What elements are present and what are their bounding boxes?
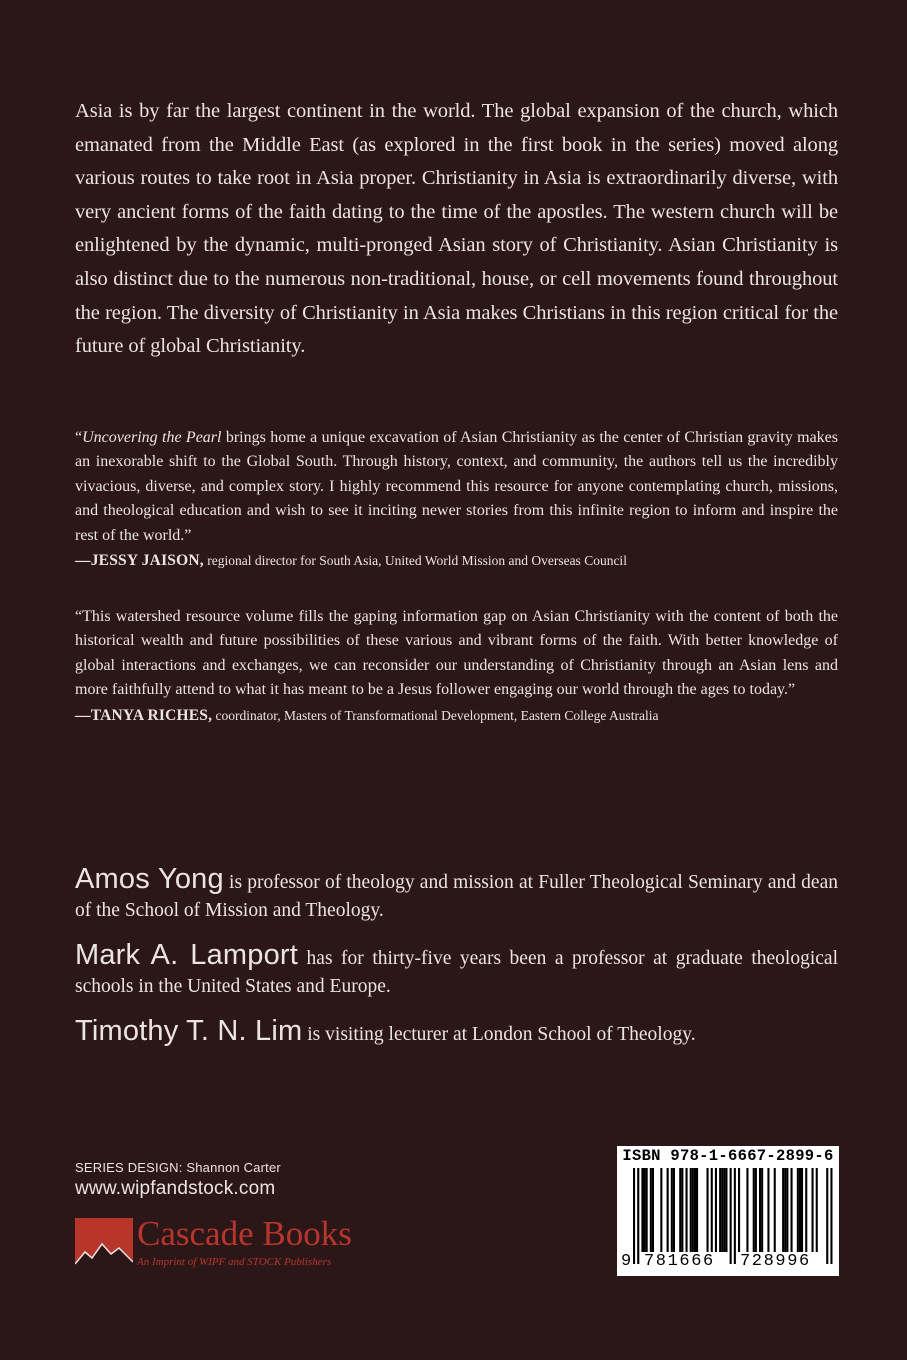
author-name: Timothy T. N. Lim	[75, 1015, 303, 1047]
barcode-bar	[723, 1168, 725, 1252]
endorser-name: —JESSY JAISON,	[75, 552, 204, 570]
barcode-bar	[784, 1168, 786, 1252]
barcode-bar	[721, 1168, 723, 1252]
barcode-bar	[730, 1168, 732, 1264]
barcode-bar	[715, 1168, 717, 1252]
barcode-bar	[826, 1168, 828, 1264]
author-name: Amos Yong	[75, 863, 224, 895]
barcode-bar	[759, 1168, 761, 1252]
isbn-label: ISBN 978-1-6667-2899-6	[622, 1147, 834, 1165]
barcode-bar	[650, 1168, 652, 1252]
barcode-bar	[738, 1168, 740, 1252]
barcode-bar	[812, 1168, 814, 1252]
endorser-name: —TANYA RICHES,	[75, 706, 213, 724]
author-bio-text: has for thirty-five years been a professor at graduate theological schools in the United States and Europe.	[75, 948, 838, 997]
barcode-bar	[719, 1168, 721, 1252]
barcode-bar	[774, 1168, 776, 1252]
isbn-barcode	[617, 1146, 839, 1276]
barcode-bar	[761, 1168, 763, 1252]
author-bio-text: is professor of theology and mission at Fuller Theological Seminary and dean of the School of Mission and Theology.	[75, 872, 838, 921]
barcode-bar	[679, 1168, 681, 1252]
barcode-bar	[830, 1168, 832, 1264]
endorsement-open-quote: “	[75, 429, 83, 446]
barcode-bar	[637, 1168, 639, 1264]
barcode-bar	[690, 1168, 692, 1252]
barcode-bar	[694, 1168, 696, 1252]
author-bio-text: is visiting lecturer at London School of Theology.	[302, 1024, 696, 1045]
barcode-digit-group-left: 781666	[644, 1252, 715, 1271]
barcode-bar	[799, 1168, 801, 1252]
barcode-bar	[753, 1168, 755, 1252]
endorsement-attribution	[75, 704, 838, 728]
back-cover-blurb: Asia is by far the largest continent in the world. The global expansion of the church, which emanated from the Middle East (as explored in the first book in the series) moved along various routes to take root in Asia proper. Christianity in Asia is extraordinarily diverse, with very ancient forms of the faith dating to the time of the apostles. The western church will be enlightened by the dynamic, multi-pronged Asian story of Christianity. Asian Christianity is also distinct due to the numerous non-traditional, house, or cell movements found throughout the region. The diversity of Christianity in Asia makes Christians in this region critical for the future of global Christianity.	[75, 100, 838, 358]
endorsement-2	[75, 605, 838, 728]
barcode-bar	[671, 1168, 673, 1252]
endorsement-text: brings home a unique excavation of Asian Christianity as the center of Christian gravity makes an inexorable shift to the Global South. Through history, context, and community, the authors tell us the incredibly vivacious, diverse, and complex story. I highly recommend this resource for anyone contemplating church, missions, and theological education and wish to see it inciting newer stories from this infinite region to inform and inspire the rest of the world.”	[75, 429, 839, 544]
barcode-bar	[767, 1168, 769, 1252]
barcode-digit-lead: 9	[621, 1252, 632, 1271]
publisher-imprint: An Imprint of WIPF and STOCK Publishers	[137, 1256, 332, 1268]
author-bios	[75, 865, 838, 1065]
barcode-bar	[681, 1168, 683, 1252]
barcode-bar	[673, 1168, 675, 1252]
barcode-bar	[696, 1168, 698, 1252]
barcode-bar	[791, 1168, 793, 1252]
credits	[75, 1160, 281, 1200]
barcode-bar	[755, 1168, 757, 1252]
mountain-logo-icon	[75, 1218, 133, 1274]
barcode-bar	[746, 1168, 748, 1252]
barcode-bar	[797, 1168, 799, 1252]
endorser-role: regional director for South Asia, United World Mission and Overseas Council	[203, 553, 627, 569]
publisher-name: Cascade Books	[137, 1214, 352, 1253]
barcode-bar	[805, 1168, 807, 1252]
publisher-logo	[75, 1214, 405, 1278]
barcode-bar	[660, 1168, 662, 1252]
barcode-bar	[692, 1168, 694, 1252]
endorsement-book-title: Uncovering the Pearl	[82, 429, 222, 446]
barcode-bar	[686, 1168, 688, 1252]
endorsement-text: “This watershed resource volume fills the gaping information gap on Asian Christianity with the content of both the historical wealth and future possibilities of these various and vibrant forms of the faith. With better knowledge of global interactions and exchanges, we can reconsider our understanding of Christianity through an Asian lens and more faithfully attend to what it has meant to be a Jesus follower engaging our world through the ages to today.”	[75, 608, 838, 699]
barcode-bar	[633, 1168, 635, 1264]
barcode-bar	[641, 1168, 643, 1252]
barcode-bar	[734, 1168, 736, 1264]
barcode-bar	[711, 1168, 713, 1252]
barcode-bar	[801, 1168, 803, 1252]
endorsement-1	[75, 426, 838, 573]
barcode-bar	[652, 1168, 654, 1252]
barcode-bar	[646, 1168, 648, 1252]
barcode-bar	[667, 1168, 669, 1252]
barcode-digit-group-right: 728996	[740, 1252, 811, 1271]
endorser-role: coordinator, Masters of Transformational Development, Eastern College Australia	[212, 707, 659, 723]
endorsement-attribution	[75, 549, 838, 573]
barcode-bar	[644, 1168, 646, 1252]
author-name: Mark A. Lamport	[75, 939, 299, 971]
barcode-bar	[816, 1168, 818, 1252]
author-bio	[75, 941, 838, 1001]
series-design-credit: SERIES DESIGN: Shannon Carter	[75, 1160, 281, 1175]
barcode-bar	[725, 1168, 727, 1252]
author-bio	[75, 865, 838, 925]
publisher-website: www.wipfandstock.com	[75, 1178, 276, 1199]
barcode-bar	[786, 1168, 788, 1252]
author-bio	[75, 1017, 838, 1049]
barcode-bar	[782, 1168, 784, 1252]
barcode-bar	[707, 1168, 709, 1252]
